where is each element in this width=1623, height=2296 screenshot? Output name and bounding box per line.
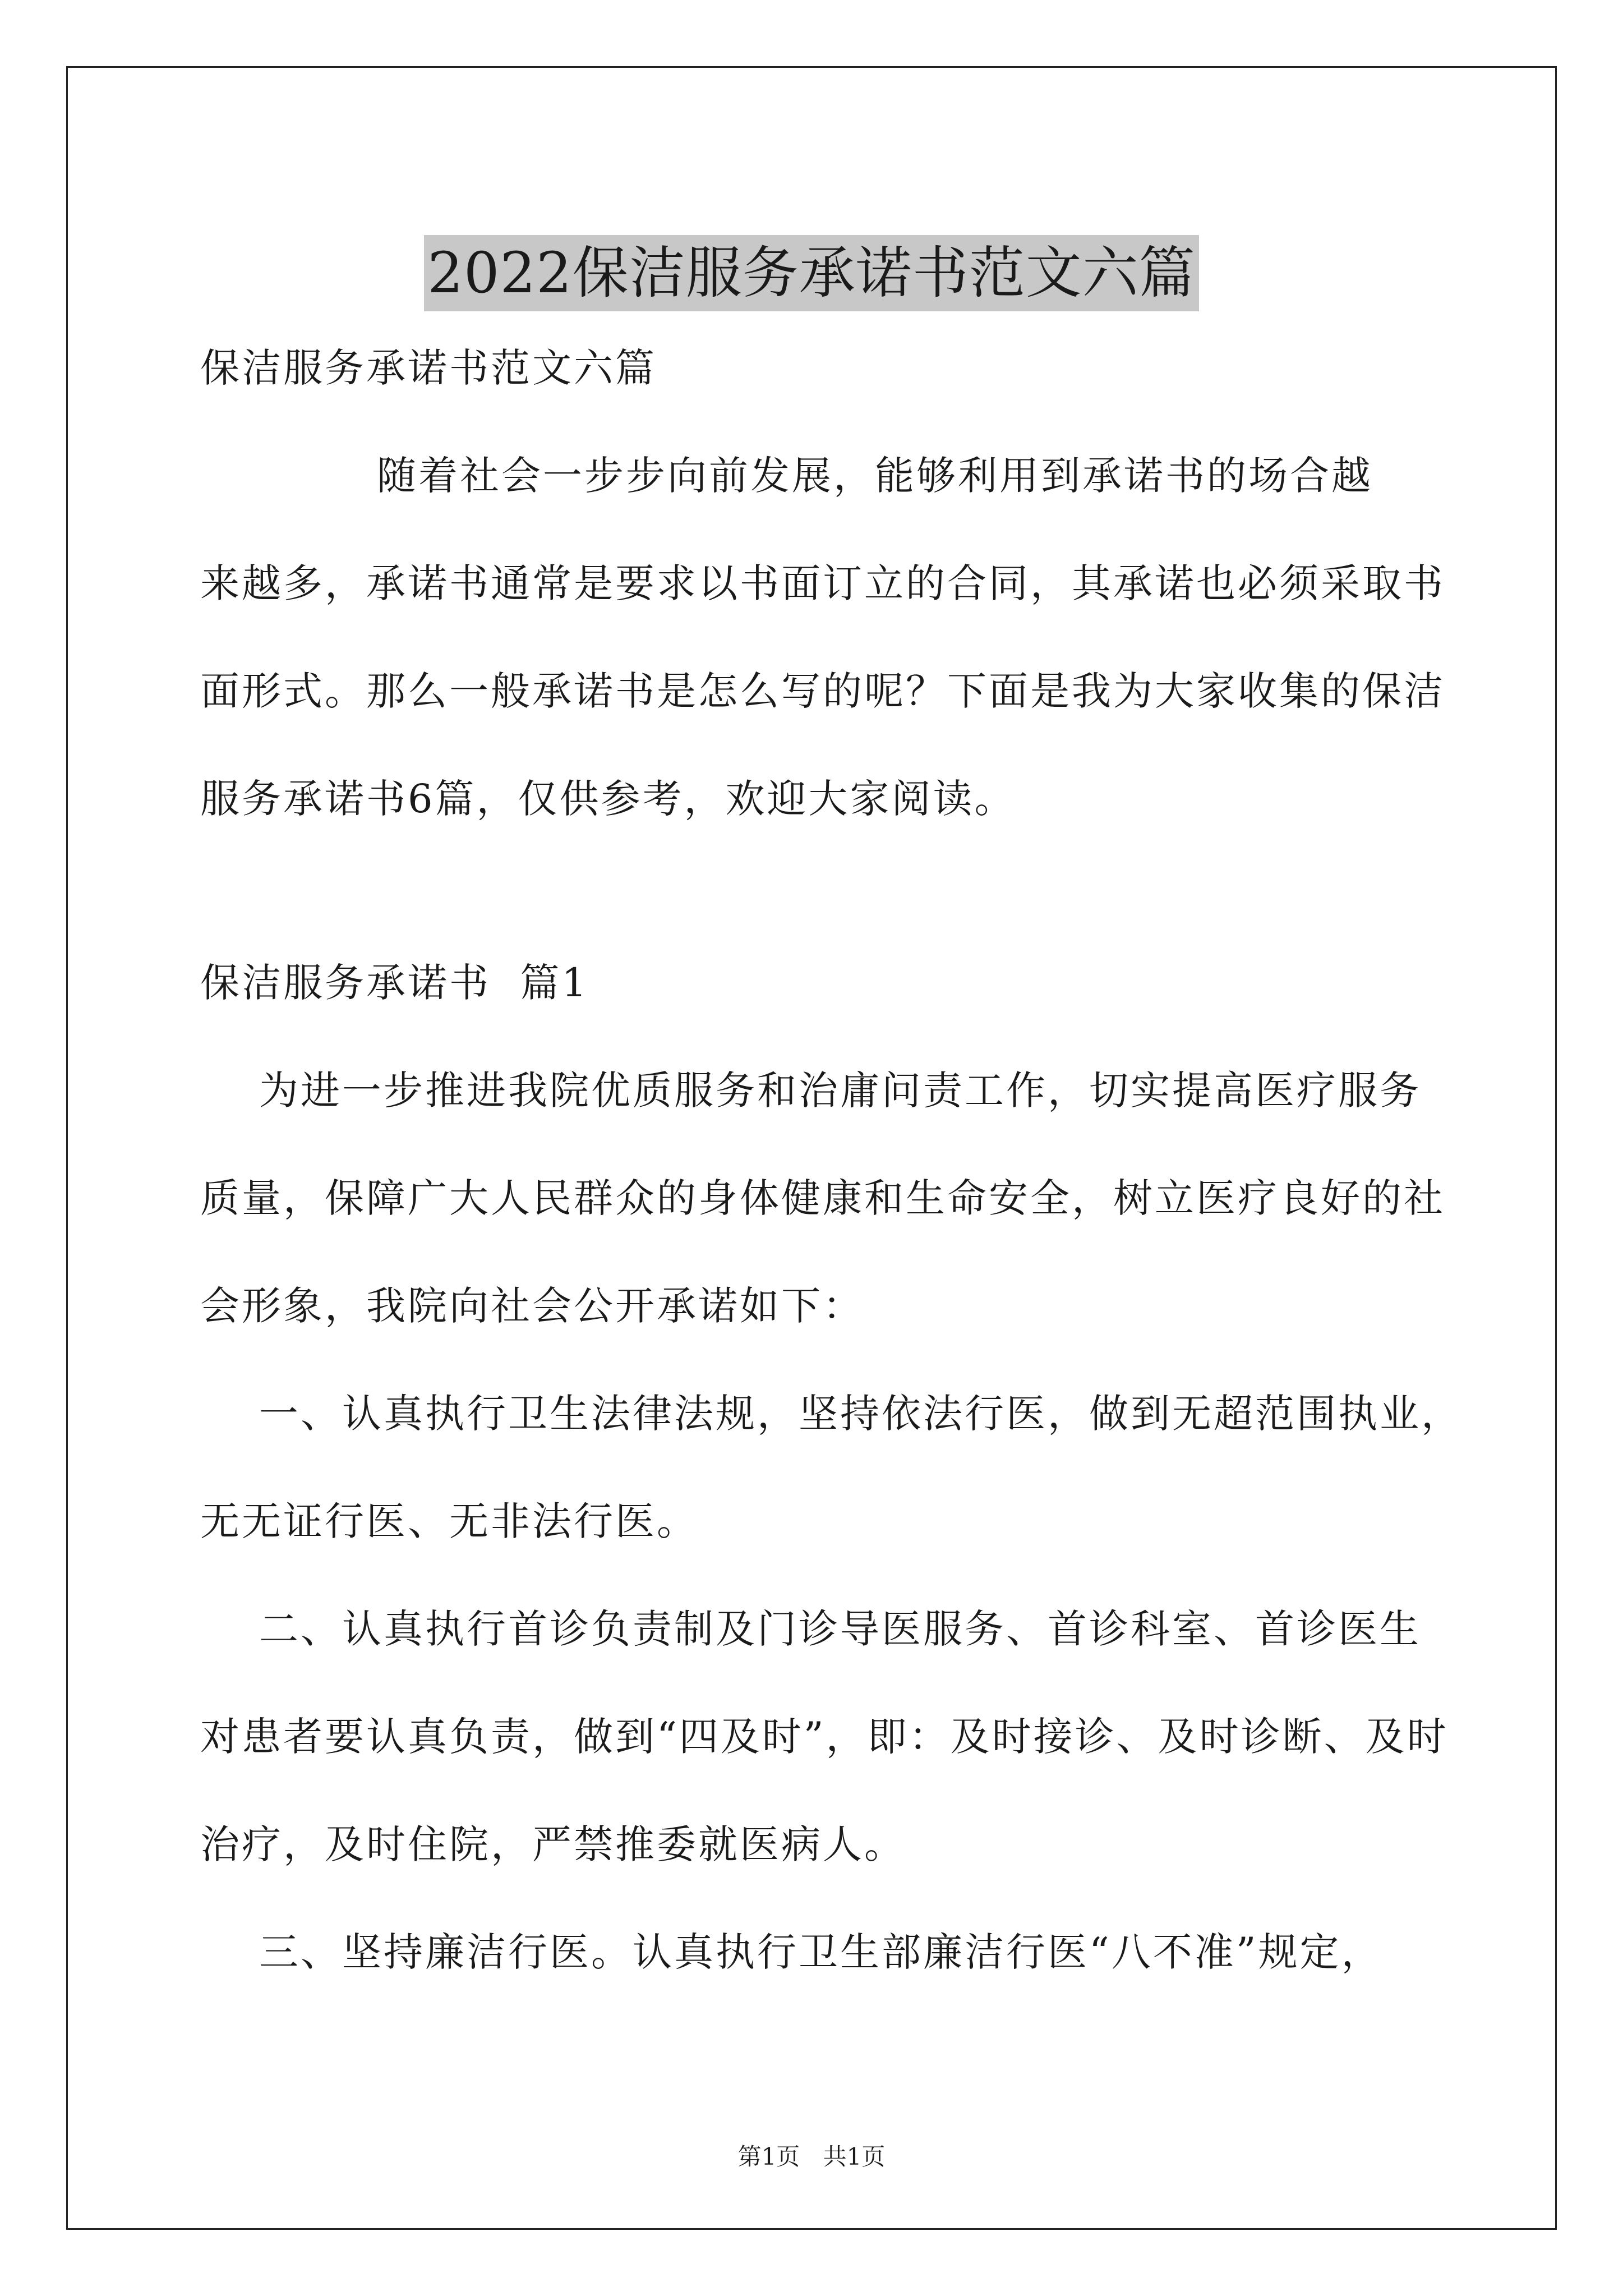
intro-line: 面形式。那么一般承诺书是怎么写的呢？下面是我为大家收集的保洁 — [200, 668, 1445, 714]
body-line: 质量，保障广大人民群众的身体健康和生命安全，树立医疗良好的社 — [200, 1175, 1445, 1221]
page-number: 第1页 — [737, 2143, 800, 2170]
section-heading: 保洁服务承诺书 篇1 — [200, 960, 589, 1006]
body-line: 三、坚持廉洁行医。认真执行卫生部廉洁行医“八不准”规定， — [200, 1929, 1383, 1975]
page-footer — [0, 2140, 1623, 2174]
body-line: 一、认真执行卫生法律法规，坚持依法行医，做到无超范围执业， — [200, 1391, 1463, 1437]
page-total: 共1页 — [823, 2143, 886, 2170]
body-line: 对患者要认真负责，做到“四及时”，即：及时接诊、及时诊断、及时 — [200, 1714, 1449, 1760]
body-line: 为进一步推进我院优质服务和治庸问责工作，切实提高医疗服务 — [200, 1068, 1422, 1114]
intro-line: 来越多，承诺书通常是要求以书面订立的合同，其承诺也必须采取书 — [200, 560, 1445, 606]
body-line: 无无证行医、无非法行医。 — [200, 1498, 698, 1544]
subtitle: 保洁服务承诺书范文六篇 — [200, 345, 657, 391]
intro-line: 服务承诺书6篇，仅供参考，欢迎大家阅读。 — [200, 776, 1016, 822]
body-line: 会形象，我院向社会公开承诺如下： — [200, 1283, 864, 1329]
body-line: 治疗，及时住院，严禁推委就医病人。 — [200, 1821, 906, 1867]
body-line: 二、认真执行首诊负责制及门诊导医服务、首诊科室、首诊医生 — [200, 1606, 1422, 1652]
document-title: 2022保洁服务承诺书范文六篇 — [424, 235, 1199, 311]
intro-line: 随着社会一步步向前发展，能够利用到承诺书的场合越 — [200, 453, 1373, 499]
section-gap — [200, 853, 1434, 929]
document-body — [200, 314, 1463, 2006]
